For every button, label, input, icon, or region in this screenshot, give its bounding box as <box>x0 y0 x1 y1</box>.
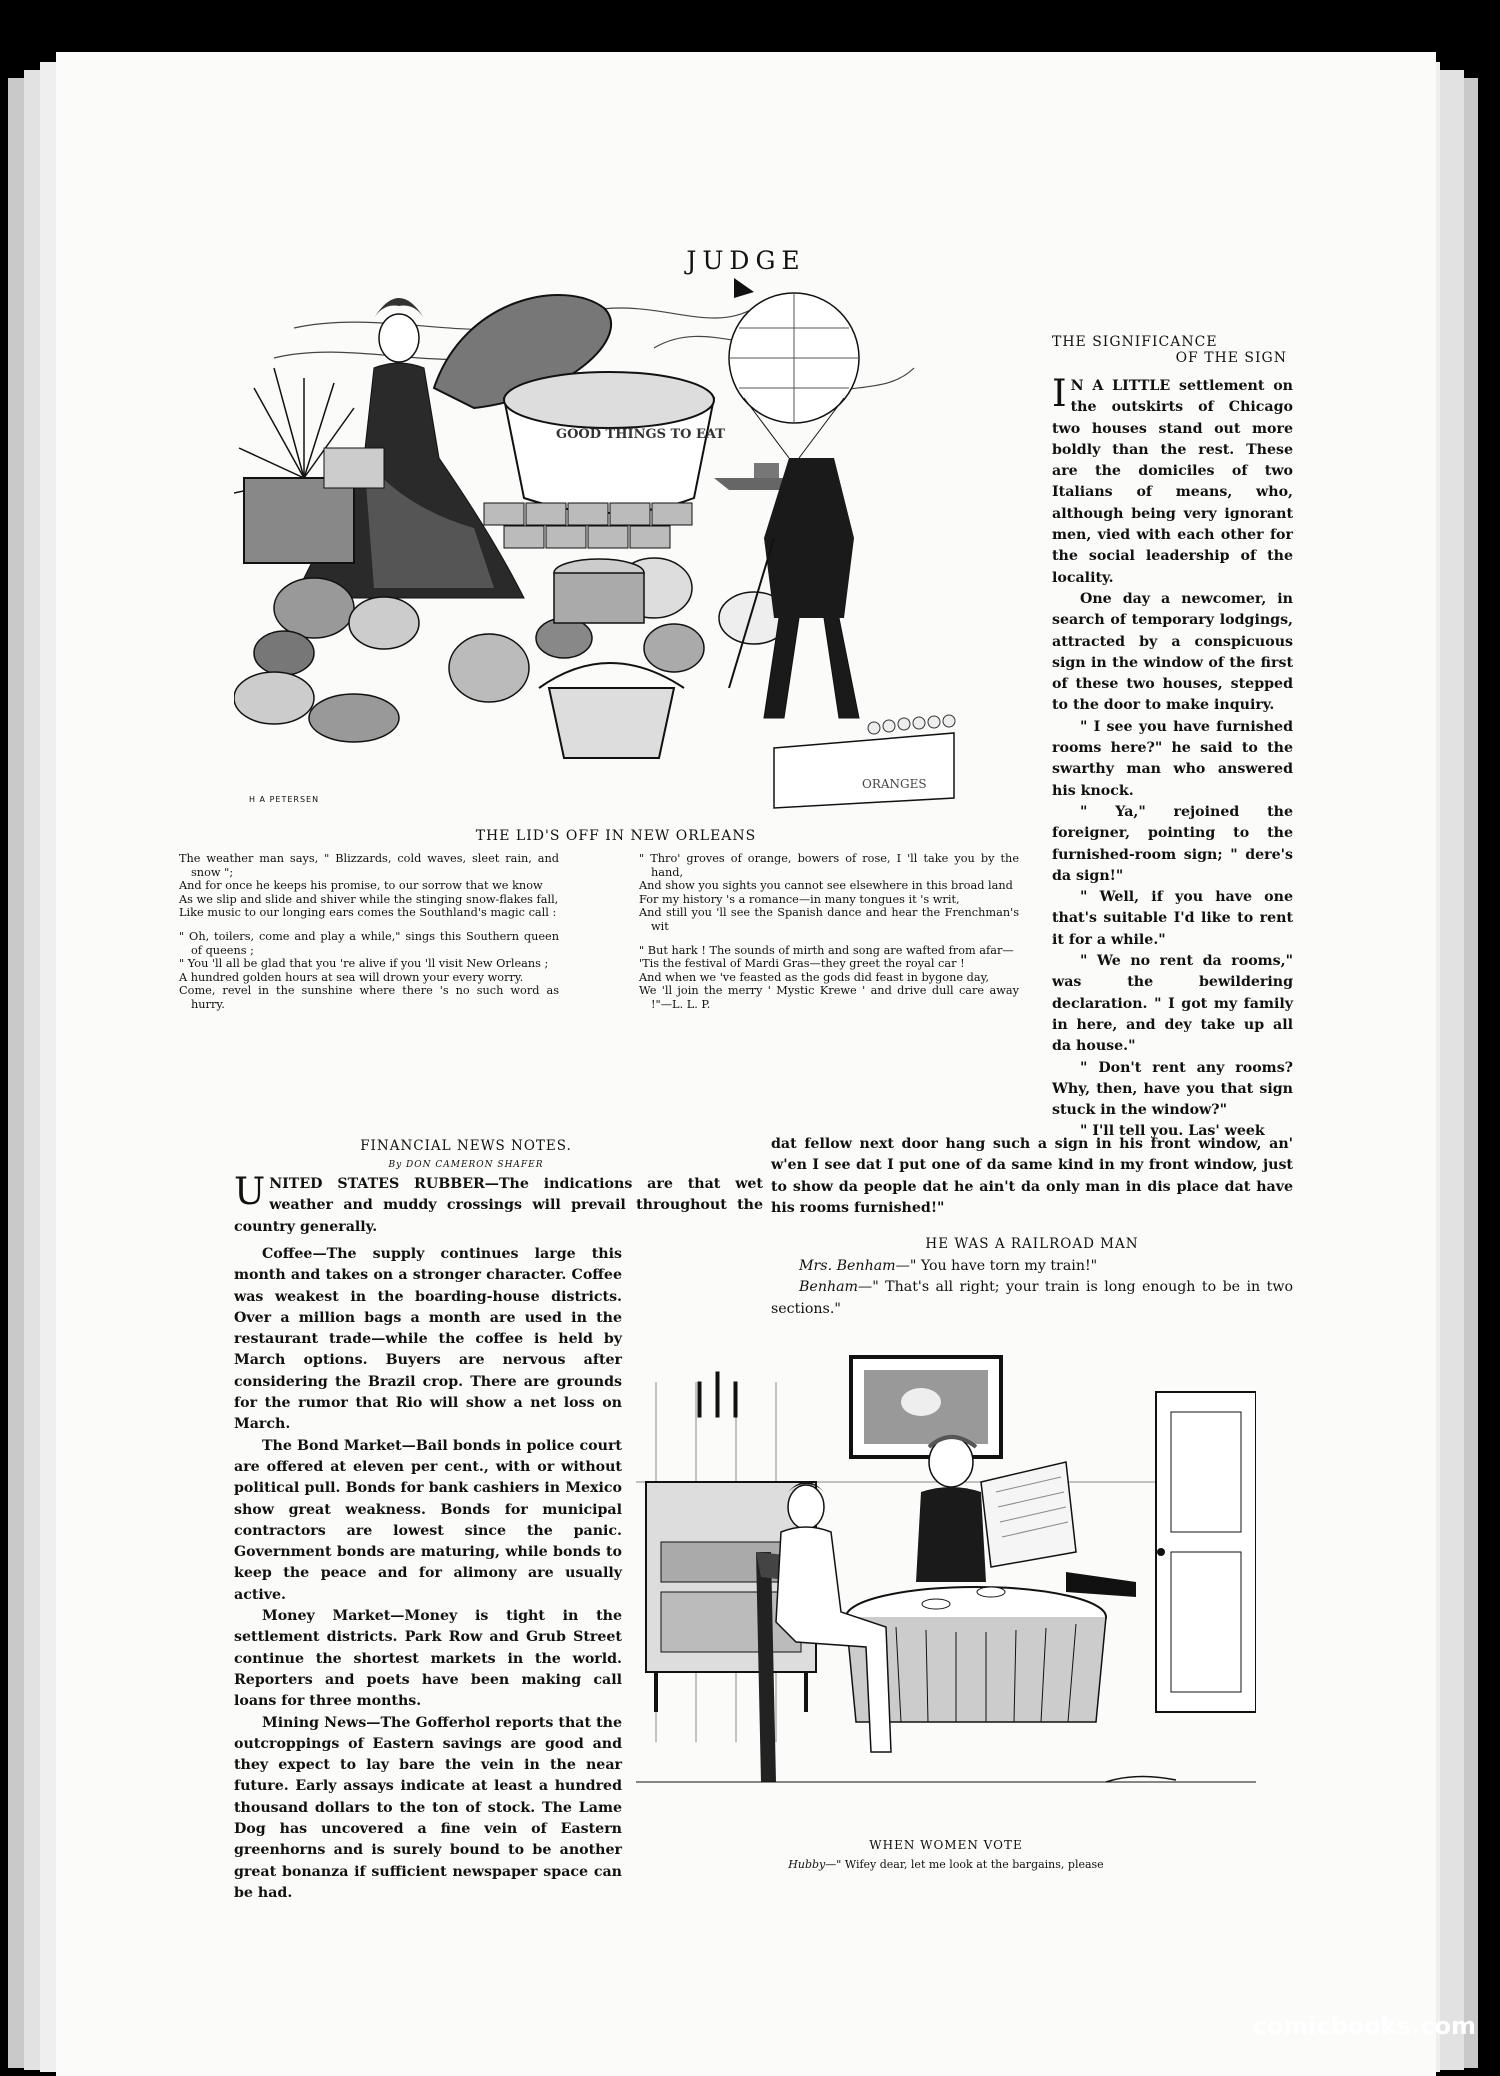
crate-text: ORANGES <box>862 777 927 791</box>
financial-column <box>234 1244 622 1904</box>
significance-continuation: dat fellow next door hang such a sign in his front window, an' w'en I see dat I put one of da same kind in my front window, just to show da people dat he ain't da only man in dis place dat have his rooms furnished!" <box>771 1136 1293 1216</box>
site-watermark: comicbooks.com <box>1252 2012 1476 2040</box>
railroad-title: HE WAS A RAILROAD MAN <box>925 1236 1139 1252</box>
pot-text: GOOD THINGS TO EAT <box>556 427 725 442</box>
paragraph: One day a newcomer, in search of temporary lodgings, attracted by a conspicuous sign in the window of the first of these two houses, stepped to the door to make inquiry. <box>1052 590 1293 714</box>
masthead: JUDGE <box>686 246 806 275</box>
poem-line: " But hark ! The sounds of mirth and song are wafted from afar— <box>639 943 1014 957</box>
poem-right-column <box>639 852 1019 1012</box>
paragraph: " Ya," rejoined the foreigner, pointing to the furnished-room sign; " dere's da sign!" <box>1052 803 1293 884</box>
poem-line: " Oh, toilers, come and play a while," sings this Southern queen of queens ; <box>179 929 559 957</box>
poem-line: " You 'll all be glad that you 're alive if you 'll visit New Orleans ; <box>179 957 549 971</box>
poem-line: And when we 've feasted as the gods did feast in bygone day, <box>639 970 990 984</box>
poem-line: 'Tis the festival of Mardi Gras—they greet the royal car ! <box>639 957 965 971</box>
poem-line: Come, revel in the sunshine where there 's no such word as hurry. <box>179 984 559 1011</box>
poem-line: Like music to our longing ears comes the Southland's magic call : <box>179 906 557 920</box>
poem-line: A hundred golden hours at sea will drown your every worry. <box>179 970 524 984</box>
speaker: Mrs. Benham— <box>799 1258 910 1274</box>
dialogue-line: " You have torn my train!" <box>909 1258 1098 1274</box>
poem-line: For my history 's a romance—in many tongues it 's writ, <box>639 892 960 906</box>
dropcap: U <box>234 1170 266 1213</box>
poem-line: And show you sights you cannot see elsewhere in this broad land <box>639 879 1013 893</box>
poem-line: As we slip and slide and shiver while the stinging snow-flakes fall, <box>179 892 559 906</box>
title-line: OF THE SIGN <box>1175 350 1287 366</box>
paragraph: NITED STATES RUBBER—The indications are that wet weather and muddy crossings will prevail throughout the country generally. <box>234 1176 763 1235</box>
significance-title <box>1052 334 1292 366</box>
paragraph: " I see you have furnished rooms here?" he said to the swarthy man who answered his knock. <box>1052 718 1293 799</box>
financial-intro <box>234 1170 763 1238</box>
artist-signature: H A PETERSEN <box>249 795 320 804</box>
title-line: THE SIGNIFICANCE <box>1052 334 1218 350</box>
poem-line: And still you 'll see the Spanish dance and hear the Frenchman's wit <box>639 906 1019 933</box>
financial-title: FINANCIAL NEWS NOTES. <box>360 1138 572 1154</box>
paragraph: " Don't rent any rooms? Why, then, have you that sign stuck in the window?" <box>1052 1059 1293 1119</box>
financial-byline: By DON CAMERON SHAFER <box>388 1160 544 1170</box>
dropcap: I <box>1052 372 1067 415</box>
cartoon2-caption: WHEN WOMEN VOTE <box>869 1838 1023 1852</box>
when-women-vote-cartoon <box>636 1342 1256 1826</box>
significance-column <box>1052 372 1293 1143</box>
dialogue-line: " That's all right; your train is long enough to be in two sections." <box>771 1279 1293 1317</box>
speaker: Hubby— <box>788 1858 837 1871</box>
cartoon1-caption: THE LID'S OFF IN NEW ORLEANS <box>475 828 757 844</box>
speaker: Benham— <box>799 1279 873 1296</box>
poem-left-column <box>179 852 559 1012</box>
poem-line: We 'll join the merry ' Mystic Krewe ' and drive dull care away !"—L. L. P. <box>639 984 1019 1011</box>
paragraph: N A LITTLE settlement on the outskirts of Chicago two houses stand out more boldly than the rest. These are the domiciles of two Italians of means, who, although being very ignorant men, vied with each other for the social leadership of the locality. <box>1052 378 1293 586</box>
dialogue-line: " Wifey dear, let me look at the bargains, please <box>836 1858 1104 1871</box>
poem-line: And for once he keeps his promise, to our sorrow that we know <box>179 879 543 893</box>
paragraph: Mining News—The Gofferhol reports that the outcroppings of Eastern savings are good and they expect to lay bare the vein in the near future. Early assays indicate at least a hundred thousand dollars to the ton of stock. The Lame Dog has uncovered a fine vein of Eastern greenhorns and is surely bound to be another great bonanza if sufficient newspaper space can be had. <box>234 1714 622 1901</box>
paragraph: " I'll tell you. Las' week <box>1080 1123 1265 1140</box>
new-orleans-cartoon <box>234 278 1074 818</box>
paragraph: Coffee—The supply continues large this month and takes on a stronger character. Coffee was weakest in the boarding-house districts. Over a million bags a month are used in the restaurant trade—while the coffee is held by March options. Buyers are nervous after considering the Brazil crop. There are grounds for the rumor that Rio will show a net loss on March. <box>234 1246 622 1433</box>
paragraph: " We no rent da rooms," was the bewildering declaration. " I got my family in here, and dey take up all da house." <box>1052 953 1293 1055</box>
paragraph: " Well, if you have one that's suitable I'd like to rent it for a while." <box>1052 889 1293 948</box>
railroad-dialogue <box>771 1256 1293 1320</box>
paragraph: The Bond Market—Bail bonds in police court are offered at eleven per cent., with or without political pull. Bonds for bank cashiers in Mexico show great weakness. Bonds for municipal contractors are lowest since the panic. Government bonds are maturing, while bonds to keep the peace and for alimony are usually active. <box>234 1437 622 1603</box>
poem-line: The weather man says, " Blizzards, cold waves, sleet rain, and snow "; <box>179 852 559 879</box>
magazine-page <box>56 52 1436 2076</box>
cartoon2-dialogue <box>636 1858 1256 1871</box>
paragraph: Money Market—Money is tight in the settlement districts. Park Row and Grub Street continue the shortest markets in the world. Reporters and poets have been making call loans for three months. <box>234 1608 622 1710</box>
poem-line: " Thro' groves of orange, bowers of rose, I 'll take you by the hand, <box>639 852 1019 879</box>
